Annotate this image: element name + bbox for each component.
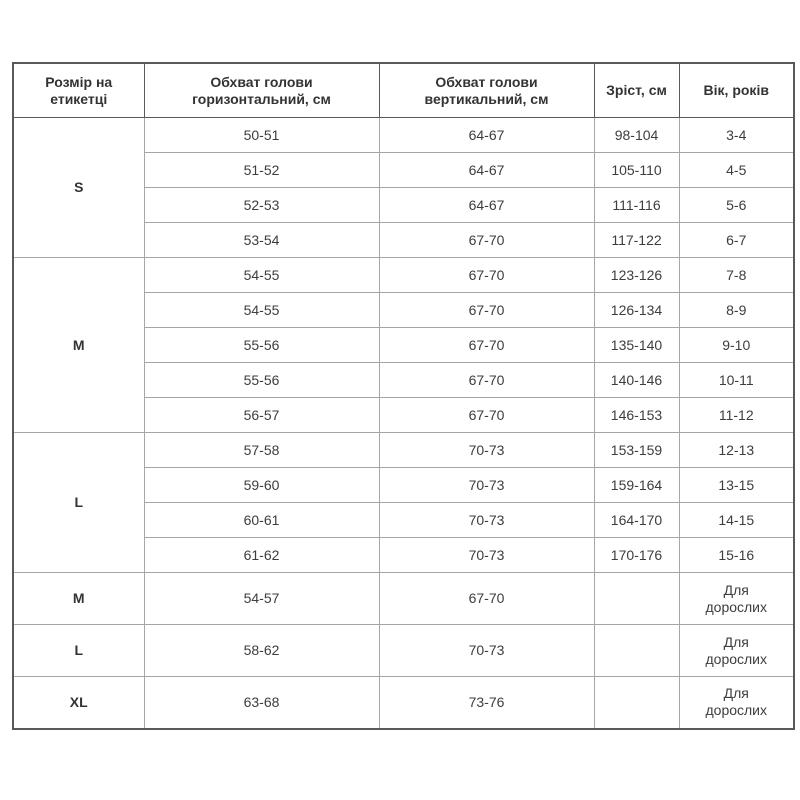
value-cell: Для дорослих bbox=[679, 677, 794, 729]
value-cell: 59-60 bbox=[144, 468, 379, 503]
value-cell: 58-62 bbox=[144, 625, 379, 677]
column-header-size: Розмір на етикетці bbox=[13, 63, 144, 118]
size-label-cell: L bbox=[13, 433, 144, 573]
value-cell: 70-73 bbox=[379, 433, 594, 468]
size-label-cell: XL bbox=[13, 677, 144, 729]
table-row bbox=[13, 677, 794, 729]
value-cell: Для дорослих bbox=[679, 625, 794, 677]
size-label-cell: M bbox=[13, 258, 144, 433]
value-cell: 140-146 bbox=[594, 363, 679, 398]
value-cell: 64-67 bbox=[379, 153, 594, 188]
value-cell: 105-110 bbox=[594, 153, 679, 188]
value-cell: 70-73 bbox=[379, 503, 594, 538]
value-cell: 12-13 bbox=[679, 433, 794, 468]
value-cell: 11-12 bbox=[679, 398, 794, 433]
value-cell: 123-126 bbox=[594, 258, 679, 293]
value-cell: 52-53 bbox=[144, 188, 379, 223]
table-row bbox=[13, 433, 794, 468]
table-row bbox=[13, 625, 794, 677]
value-cell: 67-70 bbox=[379, 293, 594, 328]
column-header-height: Зріст, см bbox=[594, 63, 679, 118]
value-cell: 8-9 bbox=[679, 293, 794, 328]
value-cell: 10-11 bbox=[679, 363, 794, 398]
table-row bbox=[13, 258, 794, 293]
value-cell: 57-58 bbox=[144, 433, 379, 468]
value-cell: 56-57 bbox=[144, 398, 379, 433]
column-header-head-vertical: Обхват голови вертикальний, см bbox=[379, 63, 594, 118]
value-cell: 51-52 bbox=[144, 153, 379, 188]
value-cell: 50-51 bbox=[144, 118, 379, 153]
size-label-cell: L bbox=[13, 625, 144, 677]
value-cell: 54-55 bbox=[144, 293, 379, 328]
value-cell: 70-73 bbox=[379, 468, 594, 503]
value-cell: 60-61 bbox=[144, 503, 379, 538]
value-cell bbox=[594, 573, 679, 625]
value-cell: 67-70 bbox=[379, 363, 594, 398]
table-row bbox=[13, 573, 794, 625]
value-cell: 67-70 bbox=[379, 223, 594, 258]
value-cell: 64-67 bbox=[379, 188, 594, 223]
column-header-age: Вік, років bbox=[679, 63, 794, 118]
table-header-row bbox=[13, 63, 794, 118]
value-cell: 4-5 bbox=[679, 153, 794, 188]
value-cell: 9-10 bbox=[679, 328, 794, 363]
table-row bbox=[13, 118, 794, 153]
value-cell: 13-15 bbox=[679, 468, 794, 503]
value-cell: 55-56 bbox=[144, 363, 379, 398]
value-cell: 67-70 bbox=[379, 573, 594, 625]
value-cell: 67-70 bbox=[379, 398, 594, 433]
value-cell: 54-55 bbox=[144, 258, 379, 293]
value-cell: 70-73 bbox=[379, 625, 594, 677]
size-label-cell: S bbox=[13, 118, 144, 258]
value-cell: 14-15 bbox=[679, 503, 794, 538]
value-cell: 126-134 bbox=[594, 293, 679, 328]
value-cell: 15-16 bbox=[679, 538, 794, 573]
value-cell: 70-73 bbox=[379, 538, 594, 573]
value-cell: 54-57 bbox=[144, 573, 379, 625]
size-chart-table bbox=[12, 62, 795, 730]
value-cell: 67-70 bbox=[379, 328, 594, 363]
value-cell: 53-54 bbox=[144, 223, 379, 258]
value-cell: 55-56 bbox=[144, 328, 379, 363]
value-cell: 135-140 bbox=[594, 328, 679, 363]
size-label-cell: M bbox=[13, 573, 144, 625]
value-cell: 67-70 bbox=[379, 258, 594, 293]
value-cell: 5-6 bbox=[679, 188, 794, 223]
value-cell: 146-153 bbox=[594, 398, 679, 433]
value-cell: 111-116 bbox=[594, 188, 679, 223]
value-cell: 6-7 bbox=[679, 223, 794, 258]
value-cell: Для дорослих bbox=[679, 573, 794, 625]
value-cell: 64-67 bbox=[379, 118, 594, 153]
value-cell: 117-122 bbox=[594, 223, 679, 258]
value-cell: 7-8 bbox=[679, 258, 794, 293]
value-cell bbox=[594, 625, 679, 677]
value-cell: 159-164 bbox=[594, 468, 679, 503]
value-cell: 61-62 bbox=[144, 538, 379, 573]
value-cell: 63-68 bbox=[144, 677, 379, 729]
value-cell: 170-176 bbox=[594, 538, 679, 573]
table-body bbox=[13, 118, 794, 729]
value-cell: 98-104 bbox=[594, 118, 679, 153]
column-header-head-horizontal: Обхват голови горизонтальний, см bbox=[144, 63, 379, 118]
value-cell: 164-170 bbox=[594, 503, 679, 538]
value-cell: 153-159 bbox=[594, 433, 679, 468]
value-cell bbox=[594, 677, 679, 729]
value-cell: 3-4 bbox=[679, 118, 794, 153]
value-cell: 73-76 bbox=[379, 677, 594, 729]
